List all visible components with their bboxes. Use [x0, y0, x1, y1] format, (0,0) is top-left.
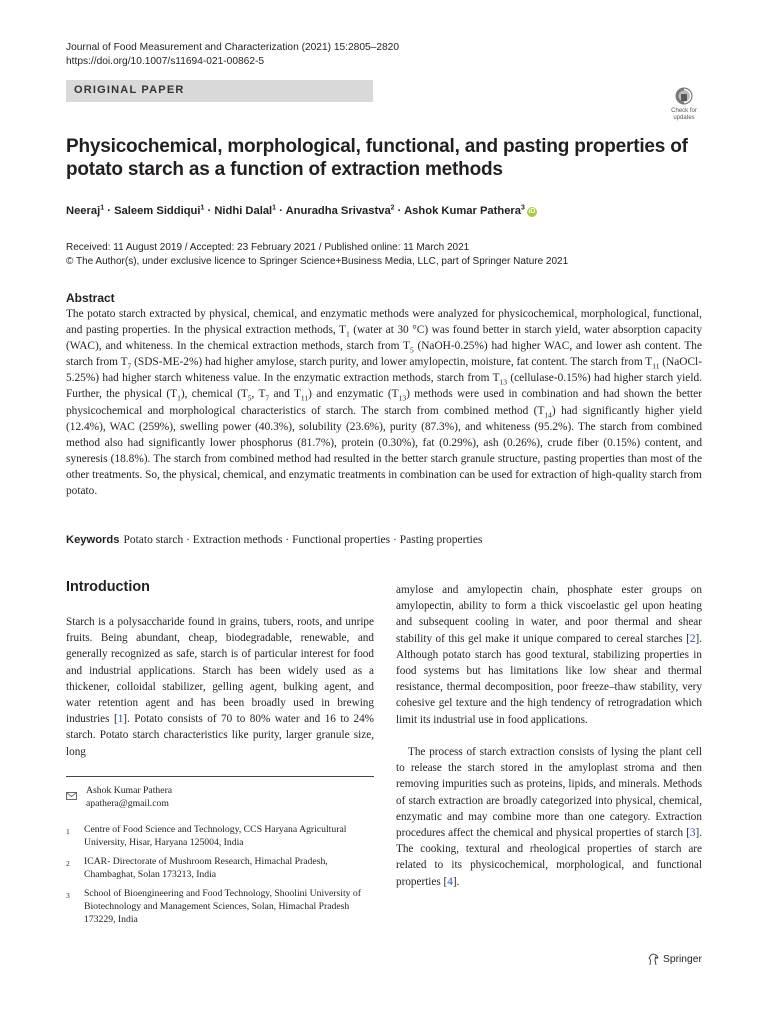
intro-paragraph-3: The process of starch extraction consists of lysing the plant cell to release the starch stored in the amyloplast stroma and then removing impurities such as proteins, lipids, and minerals. Methods of starch extraction are broadly categorized into physical, chemical, enzymatic and may combine more than one category. Extraction procedures affect the chemical and physical properties of starch [3]. The cooking, textural and rheological properties of starch are related to its physicochemical, morphological, and functional properties [4]. — [396, 746, 702, 888]
dates-line: Received: 11 August 2019 / Accepted: 23 February 2021 / Published online: 11 March 2021 — [66, 242, 470, 253]
article-type-label: ORIGINAL PAPER — [74, 84, 185, 96]
check-updates-icon — [664, 85, 704, 125]
check-for-updates-badge[interactable] — [664, 85, 704, 125]
journal-header — [66, 41, 399, 69]
affiliation-3: School of Bioengineering and Food Technology, Shoolini University of Biotechnology and Management Sciences, Solan, Himachal Pradesh 173229, India — [84, 888, 362, 925]
keywords-line — [66, 534, 482, 546]
journal-citation: Journal of Food Measurement and Characterization (2021) 15:2805–2820 — [66, 42, 400, 53]
check-updates-text-1: Check for — [671, 108, 697, 114]
intro-paragraph-2: amylose and amylopectin chain, phosphate ester groups on amylopectin, ability to form a thick viscoelastic gel upon heating and subsequent cooling in water, and poor thermal and shear stability of this gel make it unique compared to cereal starches [2]. Although potato starch has good textural, stabilizing properties in food systems but has limitations like low shear and thermal resistance, thermal decomposition, poor freeze–thaw stability, very cohesive gel texture and the high tendency of retrogradation which limit its industrial use in food applications. — [396, 584, 702, 726]
doi-link[interactable]: https://doi.org/10.1007/s11694-021-00862-5 — [66, 56, 265, 67]
keywords-text: Potato starch · Extraction methods · Functional properties · Pasting properties — [123, 534, 483, 546]
copyright-line: © The Author(s), under exclusive licence to Springer Science+Business Media, LLC, part of Springer Nature 2021 — [66, 256, 569, 267]
corresponding-author-name: Ashok Kumar Pathera — [86, 785, 173, 796]
author-list — [66, 204, 537, 217]
affiliation-number: 1 — [66, 827, 70, 836]
footnote-divider — [66, 776, 374, 777]
article-type-band — [66, 80, 373, 102]
check-updates-text-2: updates — [673, 115, 695, 121]
orcid-icon[interactable]: iD — [528, 207, 536, 215]
corresponding-author — [86, 785, 172, 811]
publisher-name: Springer — [663, 954, 702, 965]
article-title: Physicochemical, morphological, functional, and pasting properties of potato starch as a function of extraction methods — [66, 136, 688, 180]
publisher-footer — [648, 953, 702, 966]
intro-paragraph-1: Starch is a polysaccharide found in grains, tubers, roots, and unripe fruits. Being abundant, cheap, biodegradable, renewable, and generally recognized as safe, starch is of particular interest for food and industrial applications. Starch has been widely used as a thickener, colloidal stabilizer, gelling agent, bulking agent, and water retention agent and has been broadly used in brewing industries [1]. Potato consists of 70 to 80% water and 16 to 24% starch. Potato starch characteristics like purity, larger granule size, long — [66, 616, 375, 758]
author-names: Neeraj$^1$ · Saleem Siddiqui$^1$ · Nidhi Dalal$^1$ · Anuradha Srivastva$^2$ · Ashok Kumar Pathera$^3$ — [66, 204, 525, 217]
keywords-label: Keywords — [66, 534, 120, 546]
section-heading-introduction: Introduction — [66, 579, 150, 595]
affiliation-1: Centre of Food Science and Technology, CCS Haryana Agricultural University, Hisar, Haryana 125004, India — [84, 824, 347, 848]
affiliation-2: ICAR- Directorate of Mushroom Research, Himachal Pradesh, Chambaghat, Solan 173213, India — [84, 856, 328, 880]
abstract-heading: Abstract — [66, 291, 115, 305]
abstract-body: The potato starch extracted by physical, chemical, and enzymatic methods were analyzed for physicochemical, morphological, functional, and pasting properties. In the physical extraction methods, $T_1$ (water at 30 °C) was found better in starch yield, water absorption capacity (WAC), and whiteness. In the chemical extraction methods, starch from $T_5$ (NaOH-0.25%) had higher WAC, and lower ash content. The starch from $T_7$ (SDS-ME-2%) had higher amylose, starch purity, and lower amylopectin, moisture, fat content. The starch from $T_{11}$ (NaOCl-5.25%) had higher starch whiteness value. In the enzymatic extraction methods, starch from $T_{13}$ (cellulase-0.15%) had higher starch yield. Further, the physical $(T_1)$, chemical ($T_5$, $T_7$ and $T_{11}$) and enzymatic $(T_{13})$ methods were used in combination and had shown the better physicochemical and morphological characteristics of starch. The starch from combined method $(T_{14})$ had significantly higher yield (12.4%), WAC (259%), swelling power (40.3%), solubility (23.6%), purity (87.3%), and whiteness (95.2%). The starch from combined method also had significantly lower phosphorus (81.7%), protein (0.30%), fat (0.29%), ash (0.26%), crude fiber (0.15%) content, and syneresis (18.8%). The starch from combined method had resulted in the better starch granule structure, pasting properties than most of the other treatments. So, the physical, chemical, and enzymatic treatments in combination can be used for extraction of high-quality starch from potato. — [66, 308, 702, 498]
springer-horse-icon — [648, 953, 659, 966]
affiliation-number: 3 — [66, 891, 70, 900]
affiliation-number: 2 — [66, 859, 70, 868]
publication-history — [66, 241, 568, 269]
envelope-icon — [66, 787, 77, 805]
corresponding-author-email[interactable]: apathera@gmail.com — [86, 797, 169, 809]
